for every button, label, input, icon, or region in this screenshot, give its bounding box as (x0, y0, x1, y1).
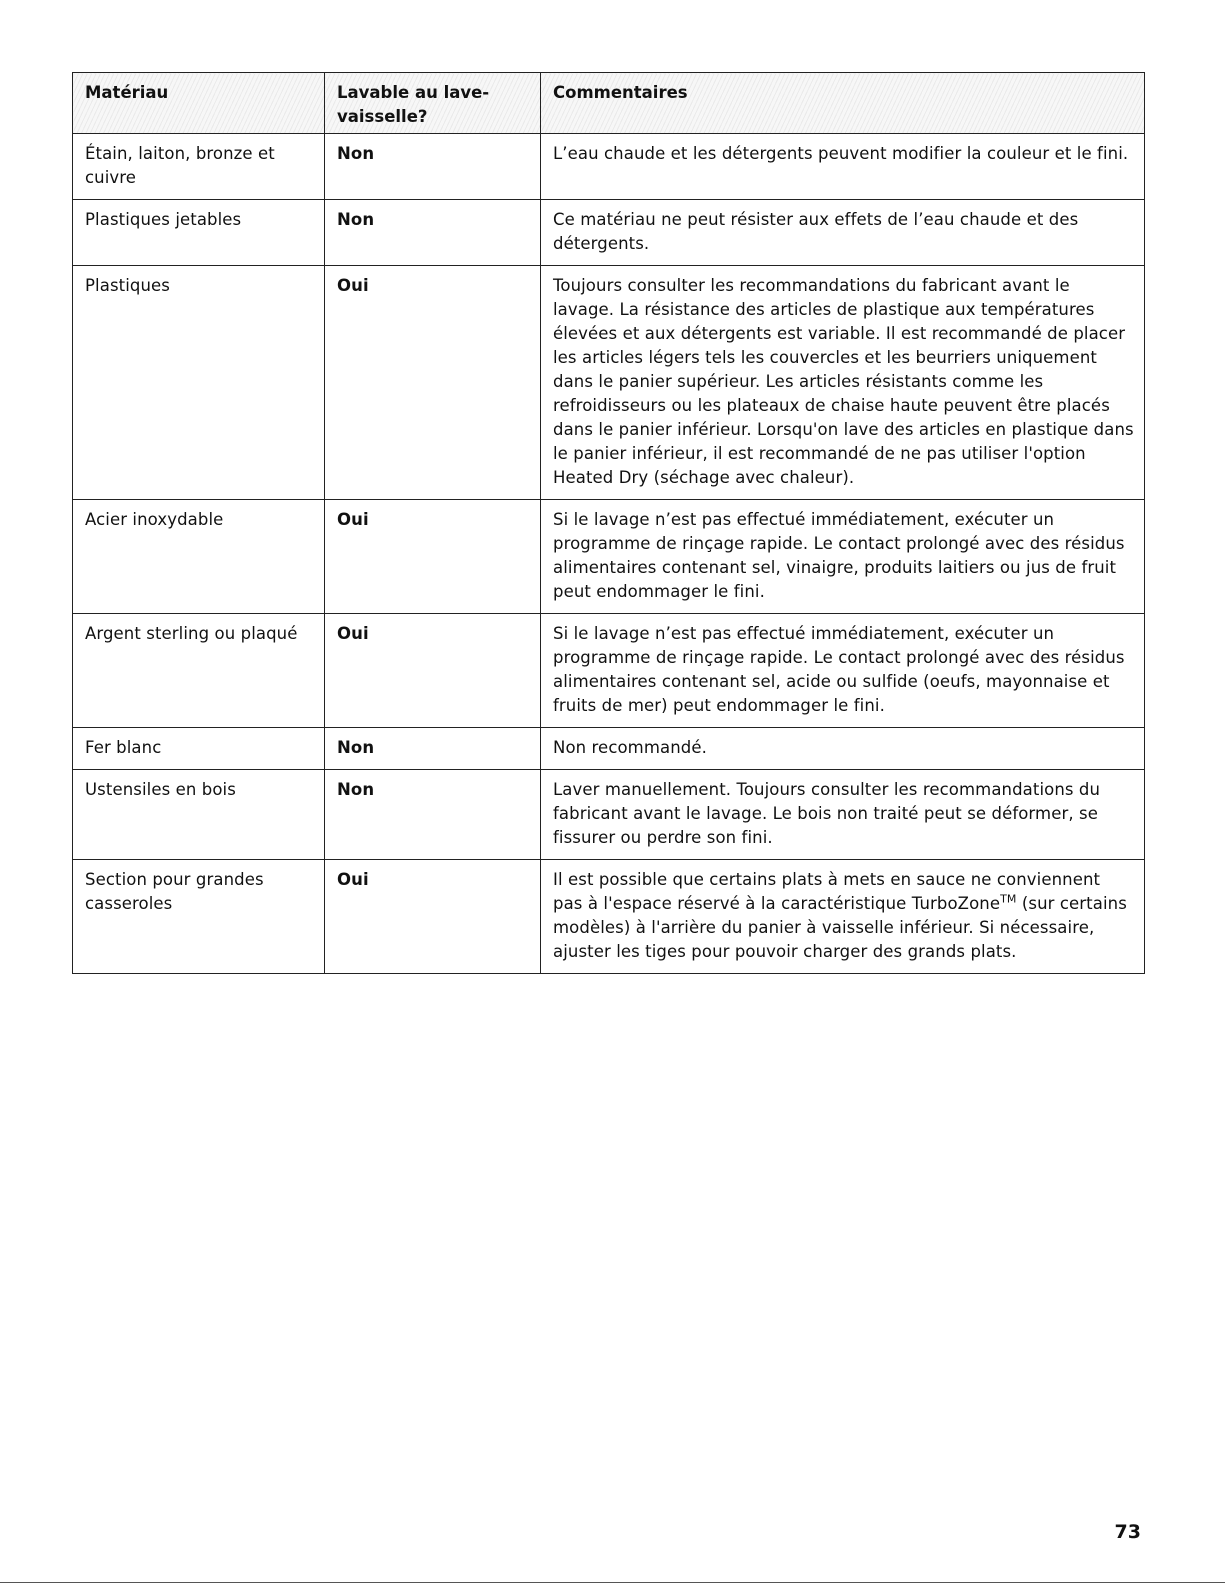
trademark-superscript: TM (1000, 892, 1017, 906)
header-row (73, 73, 1145, 134)
comment-cell: L’eau chaude et les détergents peuvent modifier la couleur et le fini. (541, 134, 1145, 200)
table-row (73, 860, 1145, 974)
comment-cell: Toujours consulter les recommandations du fabricant avant le lavage. La résistance des articles de plastique aux températures élevées et aux détergents est variable. Il est recommandé de placer les articles légers tels les couvercles et les beurriers uniquement dans le panier supérieur. Les articles résistants comme les refroidisseurs ou les plateaux de chaise haute peuvent être placés dans le panier inférieur. Lorsqu'on lave des articles en plastique dans le panier inférieur, il est recommandé de ne pas utiliser l'option Heated Dry (séchage avec chaleur). (541, 266, 1145, 500)
material-cell: Fer blanc (73, 728, 325, 770)
washable-cell: Non (325, 770, 541, 860)
material-cell: Plastiques jetables (73, 200, 325, 266)
table-row (73, 728, 1145, 770)
material-cell: Section pour grandes casseroles (73, 860, 325, 974)
comment-text-before: Il est possible que certains plats à mets en sauce ne conviennent pas à l'espace réservé à la caractéristique TurboZone (553, 870, 1101, 913)
comment-cell: Non recommandé. (541, 728, 1145, 770)
washable-cell: Oui (325, 500, 541, 614)
washable-cell: Oui (325, 266, 541, 500)
comment-cell: Laver manuellement. Toujours consulter les recommandations du fabricant avant le lavage. Le bois non traité peut se déformer, se fissurer ou perdre son fini. (541, 770, 1145, 860)
material-cell: Étain, laiton, bronze et cuivre (73, 134, 325, 200)
table-row (73, 134, 1145, 200)
comment-cell: Ce matériau ne peut résister aux effets de l’eau chaude et des détergents. (541, 200, 1145, 266)
material-cell: Plastiques (73, 266, 325, 500)
washable-cell: Non (325, 134, 541, 200)
table-row (73, 200, 1145, 266)
comment-cell: Si le lavage n’est pas effectué immédiatement, exécuter un programme de rinçage rapide. Le contact prolongé avec des résidus alimentaires contenant sel, vinaigre, produits laitiers ou jus de fruit peut endommager le fini. (541, 500, 1145, 614)
table-row (73, 266, 1145, 500)
washable-cell: Oui (325, 614, 541, 728)
table-row (73, 500, 1145, 614)
comment-cell (541, 860, 1145, 974)
material-cell: Argent sterling ou plaqué (73, 614, 325, 728)
table-row (73, 614, 1145, 728)
material-cell: Acier inoxydable (73, 500, 325, 614)
washable-cell: Non (325, 200, 541, 266)
material-cell: Ustensiles en bois (73, 770, 325, 860)
comment-cell: Si le lavage n’est pas effectué immédiatement, exécuter un programme de rinçage rapide. Le contact prolongé avec des résidus alimentaires contenant sel, acide ou sulfide (oeufs, mayonnaise et fruits de mer) peut endommager le fini. (541, 614, 1145, 728)
header-washable: Lavable au lave-vaisselle? (325, 73, 541, 134)
page-bottom-rule (0, 1582, 1225, 1583)
table-header (73, 73, 1145, 134)
page-number: 73 (1114, 1521, 1141, 1543)
header-comments: Commentaires (541, 73, 1145, 134)
washable-cell: Oui (325, 860, 541, 974)
washable-cell: Non (325, 728, 541, 770)
compatibility-table (72, 72, 1145, 974)
table-row (73, 770, 1145, 860)
comment-text-after: (sur certains modèles) à l'arrière du panier à vaisselle inférieur. Si nécessaire, ajuster les tiges pour pouvoir charger des grands plats. (553, 894, 1127, 961)
table-body (73, 134, 1145, 974)
header-material: Matériau (73, 73, 325, 134)
